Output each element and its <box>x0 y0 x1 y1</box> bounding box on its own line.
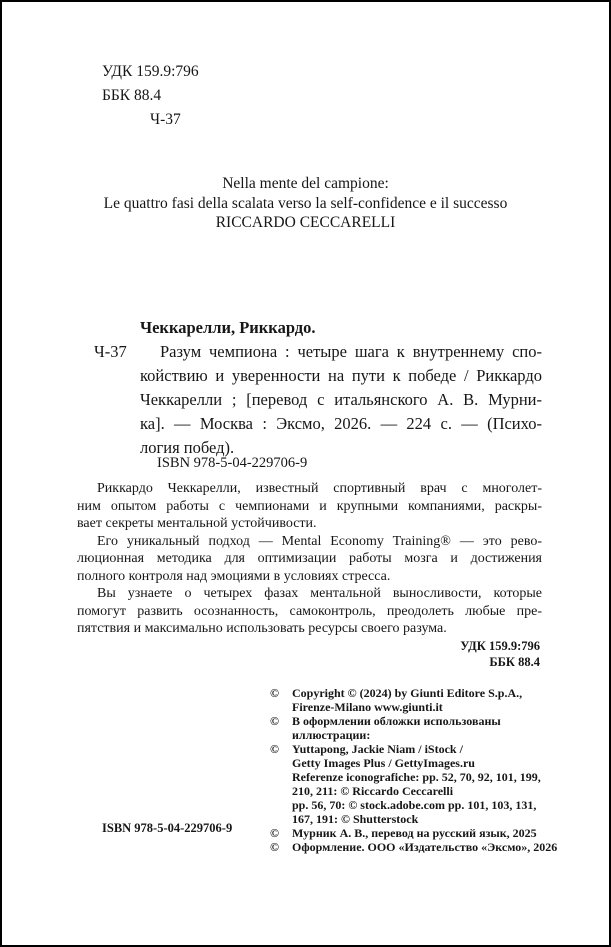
text-line: RICCARDO CECCARELLI <box>215 214 396 231</box>
text-line: иллюстрации: <box>292 728 371 742</box>
copyright-entry-lines <box>292 714 562 742</box>
copyright-symbol: © <box>270 686 279 700</box>
text-line: Nella mente del campione: <box>222 175 389 192</box>
annotation-paragraph <box>77 480 542 533</box>
copyright-entry <box>270 840 562 854</box>
text-line: койствию и уверенности на пути к победе / Риккардо <box>140 366 542 385</box>
copyright-entry <box>270 686 562 714</box>
text-line: 167, 191: © Shutterstock <box>292 812 419 826</box>
text-line: ка]. — Москва : Эксмо, 2026. — 224 с. — (Психо- <box>140 414 542 433</box>
bibliographic-description <box>140 340 542 460</box>
annotation-paragraph <box>77 533 542 586</box>
author-heading: Чеккарелли, Риккардо. <box>140 318 316 337</box>
copyright-block <box>270 686 562 854</box>
copyright-entry <box>270 742 562 826</box>
catalog-entry <box>94 316 542 460</box>
copyright-symbol: © <box>270 826 279 840</box>
original-language-title <box>2 174 609 233</box>
copyright-entry-lines <box>292 840 562 854</box>
text-line: Getty Images Plus / GettyImages.ru <box>292 756 475 770</box>
text-line: Le quattro fasi della scalata verso la self-confidence e il successo <box>103 194 508 212</box>
classification-codes-top <box>102 60 199 132</box>
text-line: логия побед). <box>140 438 235 457</box>
text-line: Ч-37 <box>150 111 181 128</box>
text-line: пятствия и максимально использовать ресурсы своего разума. <box>77 621 447 636</box>
text-line: Оформление. ООО «Издательство «Эксмо», 2026 <box>292 840 558 854</box>
text-line: Referenze iconografiche: pp. 52, 70, 92, 101, 199, <box>292 770 541 784</box>
text-line: Мурник А. В., перевод на русский язык, 2025 <box>292 826 537 840</box>
catalog-code: Ч-37 <box>94 342 127 361</box>
text-line: ним опытом работы с чемпионами и крупными компаниями, раскры- <box>77 498 542 514</box>
text-line: 210, 211: © Riccardo Ceccarelli <box>292 784 454 798</box>
text-line: pp. 56, 70: © stock.adobe.com pp. 101, 103, 131, <box>292 798 537 812</box>
copyright-entry-lines <box>292 686 562 714</box>
copyright-symbol: © <box>270 714 279 728</box>
text-line: помогут развить осознанность, самоконтроль, преодолеть любые пре- <box>77 603 542 619</box>
annotation <box>77 480 542 638</box>
copyright-entry <box>270 826 562 840</box>
text-line: Copyright © (2024) by Giunti Editore S.p.A., <box>292 686 523 700</box>
text-line: В оформлении обложки использованы <box>292 714 501 728</box>
text-line: УДК 159.9:796 <box>460 639 540 653</box>
text-line: ББК 88.4 <box>489 655 540 669</box>
copyright-symbol: © <box>270 840 279 854</box>
text-line: Firenze-Milano www.giunti.it <box>292 700 443 714</box>
text-line: Yuttapong, Jackie Niam / iStock / <box>292 742 463 756</box>
text-line: ББК 88.4 <box>102 87 162 104</box>
text-line: Риккардо Чеккарелли, известный спортивный врач с многолет- <box>97 481 542 496</box>
isbn-bottom: ISBN 978-5-04-229706-9 <box>102 821 233 835</box>
text-line: полного контроля над эмоциями в условиях стресса. <box>77 568 391 584</box>
copyright-symbol: © <box>270 742 279 756</box>
copyright-entry-lines <box>292 826 562 840</box>
text-line: Вы узнаете о четырех фазах ментальной выносливости, которые <box>97 586 542 601</box>
isbn-catalog: ISBN 978-5-04-229706-9 <box>157 455 308 471</box>
text-line: люционная методика для оптимизации работы мозга и достижения <box>77 551 542 566</box>
text-line: Чеккарелли ; [перевод с итальянского А. В. Мурни- <box>140 390 542 409</box>
text-line: Разум чемпиона : четыре шага к внутреннему спо- <box>160 342 542 361</box>
copyright-entry-lines <box>292 742 562 826</box>
text-line: Его уникальный подход — Mental Economy Training® — это рево- <box>97 533 542 549</box>
text-line: УДК 159.9:796 <box>102 63 199 80</box>
annotation-paragraph <box>77 585 542 638</box>
classification-codes-right <box>460 638 540 670</box>
text-line: вает секреты ментальной устойчивости. <box>77 516 317 531</box>
copyright-entry <box>270 714 562 742</box>
